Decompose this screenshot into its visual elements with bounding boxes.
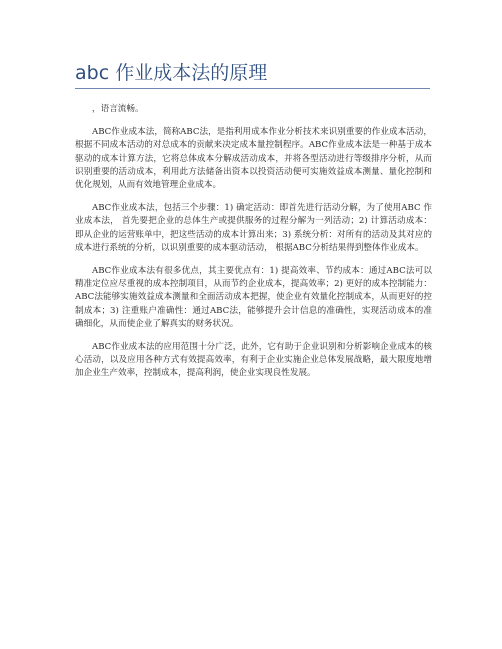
paragraph-advantages: ABC作业成本法有很多优点，其主要优点有：1) 提高效率、节约成本：通过ABC法可以精准定位应尽重视的成本控制项目，从而节约企业成本，提高效率；2) 更好的成本控制能力：ABC法能够实施效益成本测量和全面活动成本把握，使企业有效量化控制成本，从而更好的控制成本；3) 注重账户准确性：通过ABC法，能够提升会计信息的准确性，实现活动成本的准确细化，从而使企业了解真实的财务状况。 <box>75 266 432 329</box>
title-underline <box>75 88 430 89</box>
paragraph-definition: ABC作业成本法，简称ABC法，是指利用成本作业分析技术来识别重要的作业成本活动，根据不同成本活动的对总成本的贡献来决定成本量控制程序。ABC作业成本法是一种基于成本驱动的成本计算方法，它将总体成本分解成活动成本，并将各型活动进行等级排序分析，从而识别重要的活动成本，利用此方法储备出资本以投资活动便可实施效益成本测量、量化控制和优化规划，从而有效地管理企业成本。 <box>75 127 432 191</box>
document-body <box>75 103 432 391</box>
document-title: abc 作业成本法的原理 <box>75 62 268 84</box>
paragraph-applications: ABC作业成本法的应用范围十分广泛，此外，它有助于企业识别和分析影响企业成本的核心活动，以及应用各种方式有效提高效率，有利于企业实施企业总体发展战略，最大限度地增加企业生产效率，控制成本，提高利润，使企业实现良性发展。 <box>75 342 432 379</box>
paragraph-steps: ABC作业成本法，包括三个步骤：1) 确定活动：即首先进行活动分解，为了使用ABC 作业成本法， 首先要把企业的总体生产或提供服务的过程分解为一列活动；2) 计算活动成本：即从企业的运营账单中，把这些活动的成本计算出来；3) 系统分析：对所有的活动及其对应的成本进行系统的分析，以识别重要的成本驱动活动， 根据ABC分析结果得到整体作业成本。 <box>75 203 432 253</box>
paragraph-intro: ，语言流畅。 <box>92 104 144 114</box>
